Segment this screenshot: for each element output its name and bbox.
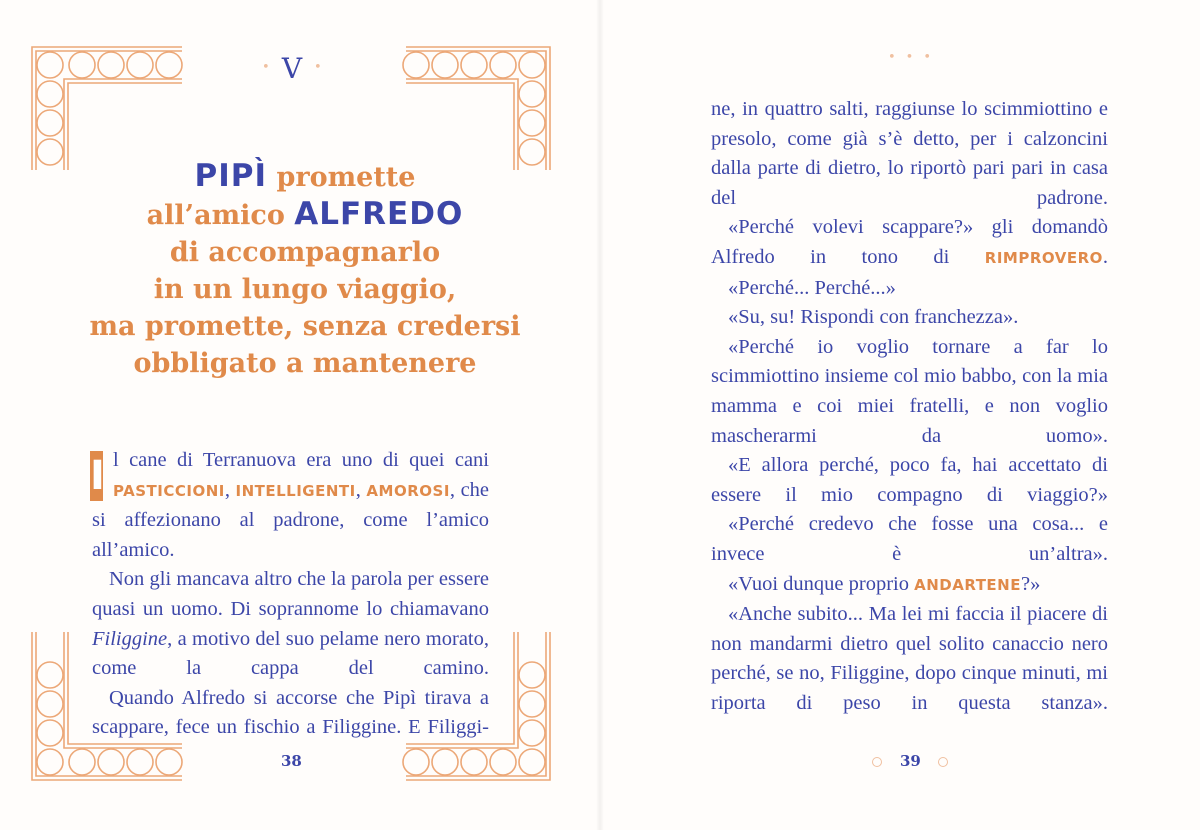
right-page (600, 0, 1200, 830)
circle-ornament-right (938, 757, 948, 767)
ornament-dots: ••• (888, 50, 942, 65)
paragraph: «E allora perché, poco fa, hai accettato di essere il mio compagno di viaggio?» (711, 454, 1108, 506)
paragraph: «Perché io voglio tornare a far lo scimmiottino insieme col mio babbo, con la mia mamma e coi miei fratelli, e non voglio mascherarmi da uomo». (711, 335, 1108, 447)
keyword: AMOROSI (366, 481, 450, 500)
paragraph: «Su, su! Rispondi con franchezza». (728, 306, 1019, 329)
title-name-alfredo: ALFREDO (294, 196, 464, 232)
circle-ornament-left (872, 757, 882, 767)
text-run: , (355, 478, 367, 501)
text-run: «Perché volevi scappare?» gli domandò Alfredo in tono di (711, 216, 1108, 268)
text-run: , (224, 478, 236, 501)
page-number: 39 (900, 752, 921, 770)
keyword: PASTICCIONI (113, 481, 225, 500)
paragraph: «Perché... Perché...» (728, 276, 896, 299)
text-run: l cane di Terranuova era uno di quei cani (113, 449, 489, 471)
right-body-text (711, 95, 1108, 718)
book-gutter (596, 0, 604, 830)
text-run: , a motivo del suo pelame nero morato, come la cappa del camino. (92, 627, 489, 680)
chapter-number: V (281, 52, 303, 85)
paragraph: «Anche subito... Ma lei mi faccia il piacere di non mandarmi dietro quel solito canaccio nero perché, se no, Filiggine, dopo cinque minuti, mi riporta di peso in questa stanza». (711, 603, 1108, 714)
paragraph (92, 446, 489, 565)
ornament-dot-right: • (314, 60, 332, 75)
paragraph (711, 213, 1108, 273)
italic-text: Filiggine (92, 627, 168, 650)
page-number: 38 (281, 752, 302, 770)
title-line-6: obbligato a mantenere (133, 348, 477, 379)
drop-cap: I (90, 453, 105, 499)
ornament-dot-left: • (262, 60, 280, 75)
paragraph: «Perché credevo che fosse una cosa... e invece è un’altra». (711, 513, 1108, 565)
text-run: . (1102, 245, 1108, 268)
paragraph: ne, in quattro salti, raggiunse lo scimmiottino e presolo, come già s’è detto, per i calzoncini dalla parte di dietro, lo riportò pari pari in casa del padrone. (711, 98, 1108, 209)
paragraph: Quando Alfredo si accorse che Pipì tirava a scappare, fece un fischio a Filiggine. E Filiggi- (92, 686, 489, 739)
title-line-4: in un lungo viaggio, (153, 274, 457, 305)
chapter-title (70, 158, 540, 382)
text-run: , che si affezionano al padrone, come l’amico all’amico. (92, 478, 490, 561)
text-run: Non gli mancava altro che la parola per essere quasi un uomo. Di soprannome lo chiamavano (92, 568, 489, 620)
title-line-2: all’amico (146, 200, 295, 231)
title-name-pipi: PIPÌ (194, 158, 268, 194)
keyword: ANDARTENE (914, 575, 1021, 594)
text-run: ?» (1020, 572, 1041, 595)
keyword: RIMPROVERO (984, 248, 1103, 267)
left-body-text (92, 446, 489, 743)
paragraph (92, 565, 489, 683)
title-line-5: ma promette, senza credersi (89, 311, 521, 342)
title-line-1: promette (267, 162, 416, 193)
title-line-3: di accompagnarlo (169, 237, 441, 268)
text-run: «Vuoi dunque proprio (728, 572, 915, 595)
paragraph (711, 570, 1108, 601)
keyword: INTELLIGENTI (235, 481, 356, 500)
